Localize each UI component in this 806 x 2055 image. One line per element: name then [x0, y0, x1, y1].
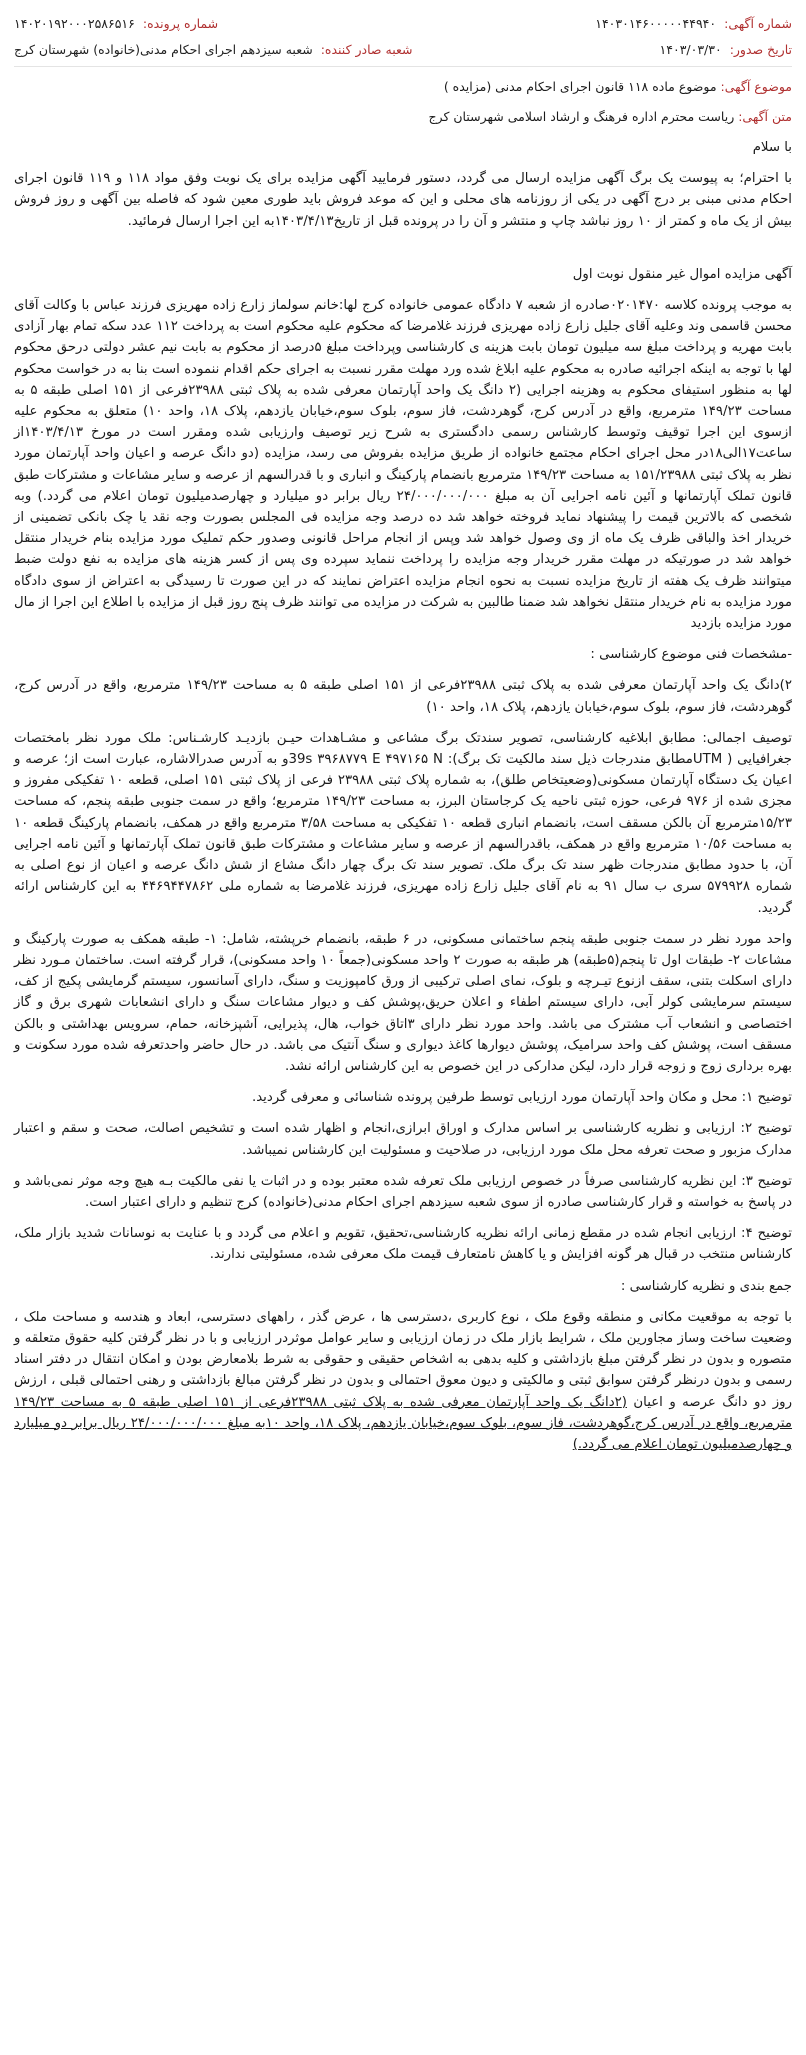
meta-row-2	[14, 40, 792, 60]
auction-heading: آگهی مزایده اموال غیر منقول نوبت اول	[572, 266, 792, 282]
note-4: توضیح ۴: ارزیابی انجام شده در مقطع زمانی ارائه نظریه کارشناسی،تحقیق، تقویم و اعلام می گردد و با عنایت به نوسانات شدید بازار ملک، کارشناس منتخب در قبال هر گونه افزایش و یا کاهش نامتعارف قیمت ملک معرفی شده، مسئولیتی ندارند.	[14, 1226, 792, 1263]
description-paragraph-2: واحد مورد نظر در سمت جنوبی طبقه پنجم ساختمانی مسکونی، در ۶ طبقه، بانضمام خرپشته، شامل: ۱- طبقه همکف به صورت پارکینگ و مشاعات ۲- طبقات اول تا پنجم(۵طبقه) هر طبقه به صورت ۲ واحد مسکونی(جمعاً ۱۰ واحد مسکونی)، قرار گرفته است. ساختمان مـورد نظر دارای اسکلت بتنی، سقف ازنوع تیـرچه و بلوک، نمای اصلی ترکیبی از ورق کامپوزیت و سنگ، دارای آسانسور، سیستم گرمایشی پکیج از کف، سیستم سرمایشی کولر آبی، دارای سیستم اطفاء و اعلان حریق،پوشش کف و دیوار مشاعات سنگ و دارای انشعابات شهری برق و گاز اختصاصی و انشعاب آب مشترک می باشد. واحد مورد نظر دارای ۳اتاق خواب، هال، پذیرایی، آشپزخانه، حمام، سرویس بهداشتی و بالکن مسقف است، پوشش کف واحد سرامیک، پوشش دیوارها کاغذ دیواری و سنگ آنتیک می باشد. در حال حاضر واحدتعرفه شده مورد سکونت و بهره برداری زوج و زوجه قرار دارد، لیکن مدارکی در این خصوص به این کارشناس ارائه نشد.	[14, 931, 793, 1074]
issue-date-label: تاریخ صدور:	[729, 42, 792, 57]
text-title-line	[14, 107, 792, 127]
conclusion-underlined: (۲دانگ یک واحد آپارتمان معرفی شده به پلاک ثبتی ۲۳۹۸۸فرعی از ۱۵۱ اصلی طبقه ۵ به مساحت ۱۴۹/۲۳ مترمربع، واقع در آدرس کرج،گوهردشت، فاز سوم، بلوک سوم،خیابان یازدهم، پلاک ۱۸، واحد ۱۰به مبلغ ۲۴/۰۰۰/۰۰۰/۰۰۰ ریال برابر دو میلیارد و چهارصدمیلیون تومان اعلام می گردد.)	[14, 1394, 793, 1452]
conclusion-paragraph	[14, 1307, 792, 1455]
subject-value: موضوع ماده ۱۱۸ قانون اجرای احکام مدنی (مزایده )	[443, 79, 717, 94]
summary-heading: جمع بندی و نظریه کارشناسی :	[620, 1278, 792, 1294]
note-2: توضیح ۲: ارزیابی و نظریه کارشناسی بر اساس مدارک و اوراق ابرازی،انجام و اظهار شده است و تشخیص اصالت، صحت و سقم و اعتبار مدارک مزبور و صحت تعرفه محل ملک مورد ارزیابی، در صلاحیت و مسئولیت این کارشناس نمیباشد.	[14, 1121, 792, 1158]
tech-heading: -مشخصات فنی موضوع کارشناسی :	[590, 647, 792, 663]
text-label: متن آگهی:	[738, 109, 792, 124]
note-3: توضیح ۳: این نظریه کارشناسی صرفاً در خصوص ارزیابی ملک تعرفه شده معتبر بوده و در اثبات یا نفی مالکیت بـه هیچ وجه موثر نمی‌باشد و در پاسخ به خواسته و قرار کارشناسی صادره از سوی شعبه سیزدهم اجرای احکام مدنی(خانواده) کرج تنظیم و دارای اعتبار است.	[14, 1173, 793, 1210]
text-title: ریاست محترم اداره فرهنگ و ارشاد اسلامی شهرستان کرج	[428, 109, 735, 124]
issuer-label: شعبه صادر کننده:	[320, 42, 413, 57]
subject-line	[14, 77, 792, 97]
case-number-label: شماره پرونده:	[142, 16, 219, 31]
case-number	[14, 14, 218, 34]
issue-date-value: ۱۴۰۳/۰۳/۳۰	[659, 42, 722, 57]
greeting: با سلام	[752, 140, 792, 155]
case-number-value: ۱۴۰۲۰۱۹۲۰۰۰۲۵۸۶۵۱۶	[14, 16, 135, 31]
notice-meta	[14, 14, 792, 60]
ad-number-value: ۱۴۰۳۰۱۴۶۰۰۰۰۰۴۴۹۴۰	[595, 16, 717, 31]
auction-paragraph: به موجب پرونده کلاسه ۰۲۰۱۴۷۰صادره از شعبه ۷ دادگاه عمومی خانواده کرج لها:خانم سولماز زارع زاده مهریزی فرزند عباس با وکالت آقای محسن قاسمی وند وعلیه آقای جلیل زارع زاده مهریزی فرزند غلامرضا که محکوم علیه محکوم است به پرداخت ۱۱۲ عدد سکه تمام بهار آزادی بابت مهریه و پرداخت مبلغ سه میلیون تومان بابت هزینه ی کارشناسی وپرداخت مبلغ ۵درصد از محکوم به بابت نیم عشر دولتی درحق محکوم لها با توجه به اینکه اجرائیه صادره به محکوم علیه ابلاغ شده ورد مهلت مقرر نسبت به اجرای حکم اقدام ننموده است بنا به در خواست محکوم لها به منظور استیفای محکوم به وهزینه اجرایی (۲ دانگ یک واحد آپارتمان معرفی شده به پلاک ثبتی ۲۳۹۸۸فرعی از ۱۵۱ اصلی طبقه ۵ به مساحت ۱۴۹/۲۳ مترمربع، واقع در آدرس کرج، گوهردشت، فاز سوم، بلوک سوم،خیابان یازدهم، پلاک ۱۸، واحد ۱۰) متعلق به محکوم علیه ازسوی این اجرا توقیف وتوسط کارشناس رسمی دادگستری به شرح زیر توصیف وارزیابی شده ومقرر است در مورخ ۱۴۰۳/۴/۱۳از ساعت۱۷الی۱۸در محل اجرای احکام مجتمع خانواده از طریق مزایده بفروش می رسد، مزایده (دو دانگ عرصه و اعیان واحد آپارتمان مورد نظر به پلاک ثبتی ۱۵۱/۲۳۹۸۸ به مساحت ۱۴۹/۲۳ مترمربع بانضمام پارکینگ و انباری و با قدرالسهم از عرصه و سایر مشاعات و مشترکات طبق قانون تملک آپارتمانها و آئین نامه اجرایی آن به مبلغ ۲۴/۰۰۰/۰۰۰/۰۰۰ ریال برابر دو میلیارد و چهارصدمیلیون تومان اعلام می گردد.) وبه شخصی که بالاترین قیمت را پیشنهاد نماید فروخته خواهد شد ده درصد وجه مزایده فی المجلس بصورت وجه نقد یا چک بانکی تضمینی از خریدار اخذ والباقی ظرف یک ماه از وی وصول خواهد شد وپس از انجام مراحل قانونی وصدور حکم تملیک مورد مزایده بنام خریدار منتقل خواهد شد در صورتیکه در مهلت مقرر خریدار وجه مزایده را پرداخت ننماید سپرده وی پس از کسر هزینه های مزایده به نفع دولت ضبط میتوانند ظرف یک هفته از تاریخ مزایده نسبت به نحوه انجام مزایده اعتراض نمایند که در این صورت تا رسیدگی به اعتراض از سوی دادگاه مورد مزایده به نام خریدار منتقل نخواهد شد ضمنا طالبین به شرکت در مزایده می توانند ظرف پنج روز قبل از مزایده با اطلاع این اجرا از مال مورد مزایده بازدید	[14, 298, 793, 632]
issuer-value: شعبه سیزدهم اجرای احکام مدنی(خانواده) شهرستان کرج	[14, 42, 313, 57]
tech-item: ۲)دانگ یک واحد آپارتمان معرفی شده به پلاک ثبتی ۲۳۹۸۸فرعی از ۱۵۱ اصلی طبقه ۵ به مساحت ۱۴۹/۲۳ مترمربع، واقع در آدرس کرج، گوهردشت، فاز سوم، بلوک سوم،خیابان یازدهم، پلاک ۱۸، واحد ۱۰)	[14, 678, 793, 715]
intro-paragraph: با احترام؛ به پیوست یک برگ آگهی مزایده ارسال می گردد، دستور فرمایید آگهی مزایده برای یک نوبت وفق مواد ۱۱۸ و ۱۱۹ قانون اجرای احکام مدنی مبنی بر درج آگهی در یکی از روزنامه های محلی و این که موعد فروش باید طوری معین شود که فاصله بین آگهی و روز فروش بیش از یک ماه و کمتر از ۱۰ روز نباشد چاپ و منتشر و آن را در پرونده قبل از تاریخ۱۴۰۳/۴/۱۳به این اجرا ارسال فرمائید.	[14, 171, 793, 229]
issue-date	[660, 40, 792, 60]
description-paragraph-1: توصیف اجمالی: مطابق ابلاغیه کارشناسی، تصویر سندتک برگ مشاعی و مشـاهدات حیـن بازدیـد کارشـناس: ملک مورد نظر بامختصات جغرافیایی ( UTMمطابق مندرجات ذیل سند مالکیت تک برگ): 39s ۳۹۶۸۷۷۹ E ۴۹۷۱۶۵ Nو به آدرس صدرالاشاره، عبارت است از؛ عرصه و اعیان یک دستگاه آپارتمان مسکونی(وضعیتخاص طلق)، به شماره پلاک ثبتی ۲۳۹۸۸ فرعی از پلاک ثبتی ۱۵۱ اصلی، قطعه ۱۰ تفکیکی مفروز و مجزی شده از ۹۷۶ فرعی، حوزه ثبتی ناحیه یک کرجاستان البرز، به مساحت ۱۴۹/۲۳ مترمربع؛ واقع در سمت جنوبی طبقه پنجم، که مساحت ۱۵/۲۳مترمربع آن بالکن مسقف است، بانضمام انباری قطعه ۱۰ تفکیکی به مساحت ۳/۵۸ مترمربع واقع در همکف، بانضمام پارکینگ قطعه ۱۰ به مساحت ۱۰/۵۶ مترمربع واقع در همکف، باقدرالسهم از عرصه و سایر مشاعات و مشترکات طبق قانون تملک آپارتمانها و آئین نامه اجرایی آن، با حدود مطابق مندرجات ظهر سند تک برگ ملک. تصویر سند تک برگ چهار دانگ مشاع از شش دانگ عرصه و اعیان از نوع اصلی به شماره ۵۷۹۹۲۸ سری ب سال ۹۱ به نام آقای جلیل زارع زاده مهریزی، فرزند غلامرضا به شماره ملی ۴۴۶۹۴۴۷۸۶۲ به این کارشناس ارائه گردید.	[14, 730, 793, 916]
ad-number-label: شماره آگهی:	[724, 16, 792, 31]
meta-row-1	[14, 14, 792, 34]
note-1: توضیح ۱: محل و مکان واحد آپارتمان مورد ارزیابی توسط طرفین پرونده شناسائی و معرفی گردید.	[251, 1090, 792, 1106]
divider	[14, 66, 792, 67]
conclusion-text: با توجه به موقعیت مکانی و منطقه وقوع ملک ، نوع کاربری ،دسترسی ها ، عرض گذر ، راههای دسترسی، ابعاد و هندسه و مساحت ملک ، وضعیت ساخت وساز مجاورین ملک ، شرایط بازار ملک در زمان ارزیابی و سایر عوامل موثردر ارزیابی و با در نظر گرفتن کلیه حقوق متعلقه و متصوره و بدون در نظر گرفتن مبلغ بازداشتی و کلیه بدهی به اشخاص حقیقی و حقوقی به شرط بلامعارض بودن و امکان انتقال در دفتر اسناد رسمی و بدون درنظر گرفتن سوابق ثبتی و مالکیتی و دیون معوق احتمالی و بدون در نظر گرفتن مبالغ بازداشتی و رهنی احتمالی قبلی ، ارزش روز دو دانگ عرصه و اعیان	[14, 1309, 792, 1410]
subject-label: موضوع آگهی:	[720, 79, 792, 94]
ad-number	[595, 14, 792, 34]
notice-body	[14, 137, 792, 1455]
issuer	[14, 40, 412, 60]
